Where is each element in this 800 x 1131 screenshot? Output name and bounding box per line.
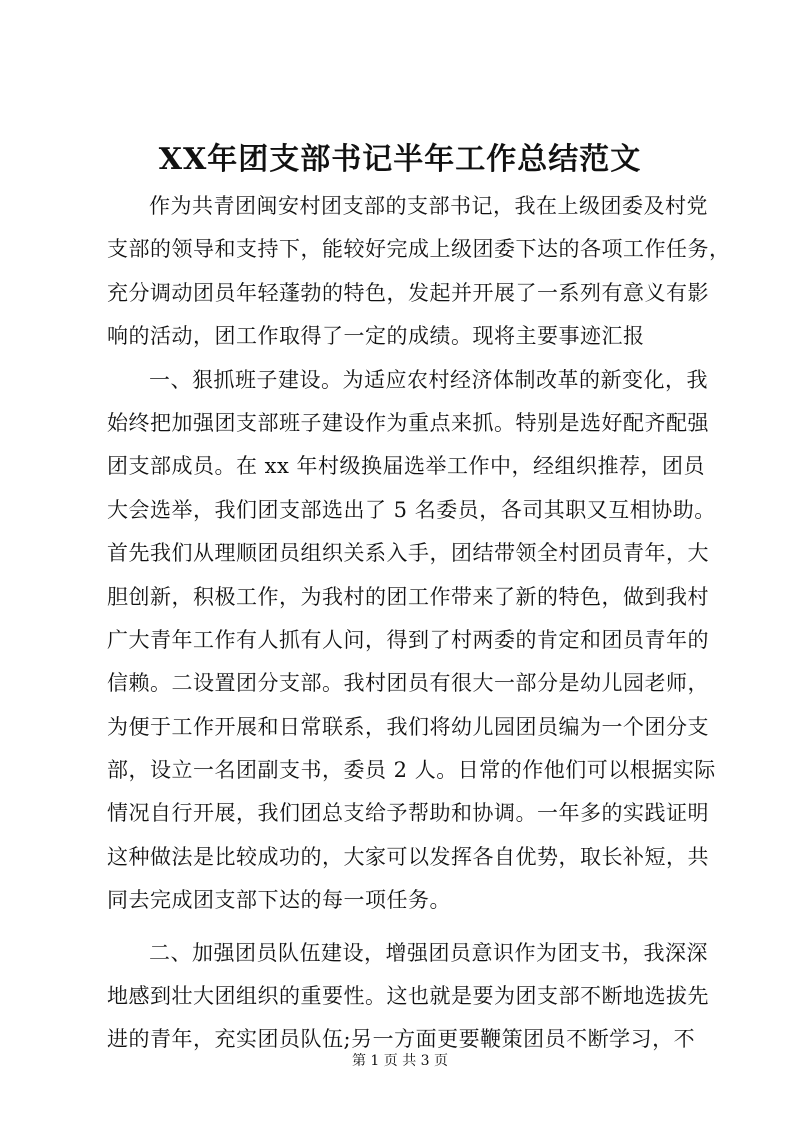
document-body bbox=[107, 185, 731, 1062]
text-line: 胆创新，积极工作，为我村的团工作带来了新的特色，做到我村 bbox=[107, 584, 709, 609]
text-line: 支部的领导和支持下，能较好完成上级团委下达的各项工作任务， bbox=[107, 237, 731, 262]
text-line: 进的青年，充实团员队伍;另一方面更要鞭策团员不断学习，不 bbox=[107, 1027, 696, 1052]
text-line: 为便于工作开展和日常联系，我们将幼儿园团员编为一个团分支 bbox=[107, 714, 709, 739]
text-line: 信赖。二设置团分支部。我村团员有很大一部分是幼儿园老师， bbox=[107, 671, 709, 696]
text-line: 作为共青团闽安村团支部的支部书记，我在上级团委及村党 bbox=[149, 194, 708, 218]
text-line: 二、加强团员队伍建设，增强团员意识作为团支书，我深深 bbox=[149, 940, 708, 965]
page-footer: 第 1 页 共 3 页 bbox=[351, 1053, 449, 1069]
text-line: 部，设立一名团副支书，委员 2 人。日常的作他们可以根据实际 bbox=[107, 758, 716, 783]
text-line: 始终把加强团支部班子建设作为重点来抓。特别是选好配齐配强 bbox=[107, 410, 709, 435]
text-line: 同去完成团支部下达的每一项任务。 bbox=[107, 888, 451, 913]
document-title: XX年团支部书记半年工作总结范文 bbox=[158, 142, 642, 177]
text-line: 这种做法是比较成功的，大家可以发挥各自优势，取长补短，共 bbox=[107, 844, 709, 869]
text-line: 地感到壮大团组织的重要性。这也就是要为团支部不断地选拔先 bbox=[107, 984, 709, 1009]
text-line: 广大青年工作有人抓有人问，得到了村两委的肯定和团员青年的 bbox=[107, 627, 709, 652]
text-line: 一、狠抓班子建设。为适应农村经济体制改革的新变化，我 bbox=[149, 367, 708, 392]
text-line: 响的活动，团工作取得了一定的成绩。现将主要事迹汇报 bbox=[107, 324, 645, 349]
paragraph-gap bbox=[107, 923, 707, 932]
text-line: 大会选举，我们团支部选出了 5 名委员，各司其职又互相协助。 bbox=[107, 497, 716, 522]
text-line: 团支部成员。在 xx 年村级换届选举工作中，经组织推荐，团员 bbox=[107, 454, 706, 479]
text-line: 情况自行开展，我们团总支给予帮助和协调。一年多的实践证明 bbox=[107, 801, 709, 826]
text-line: 充分调动团员年轻蓬勃的特色，发起并开展了一系列有意义有影 bbox=[107, 280, 709, 305]
text-line: 首先我们从理顺团员组织关系入手，团结带领全村团员青年，大 bbox=[107, 541, 709, 566]
